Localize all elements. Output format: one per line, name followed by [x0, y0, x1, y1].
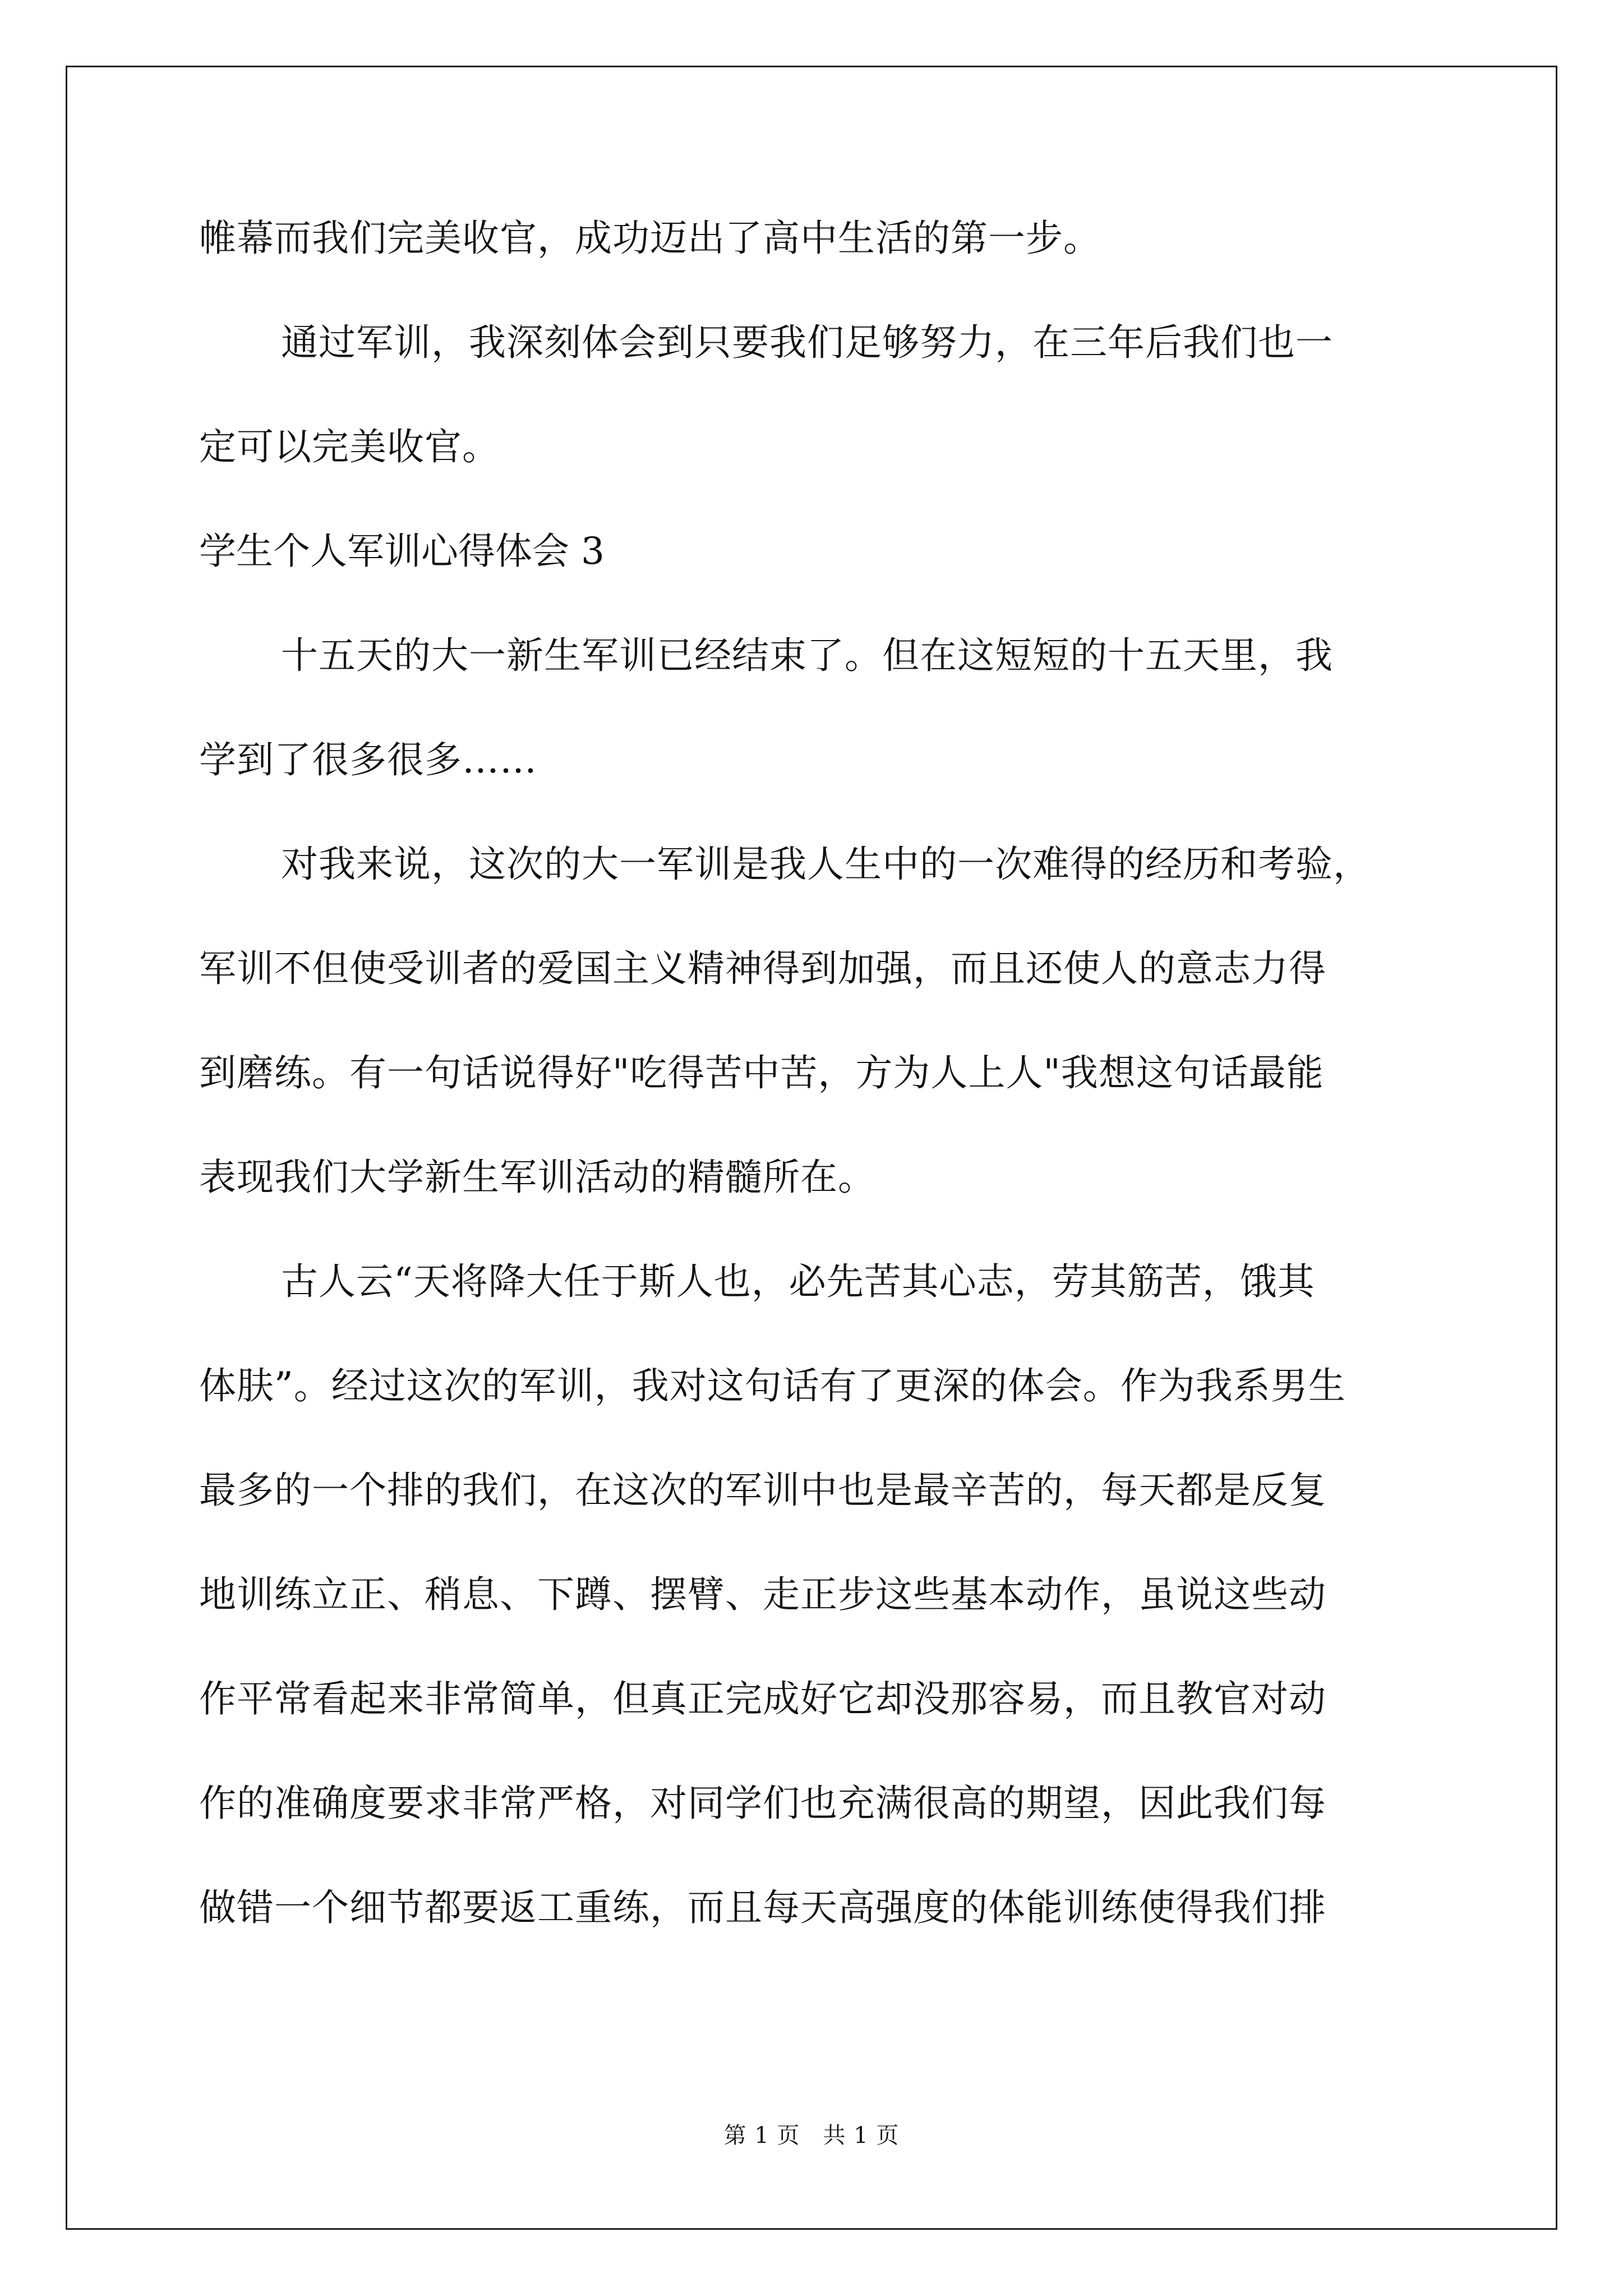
- paragraph-line: 对我来说，这次的大一军训是我人生中的一次难得的经历和考验，: [281, 843, 1371, 886]
- paragraph-line: 做错一个细节都要返工重练，而且每天高强度的体能训练使得我们排: [199, 1886, 1326, 1929]
- paragraph-line: 十五天的大一新生军训已经结束了。但在这短短的十五天里，我: [281, 634, 1333, 677]
- paragraph-line: 到磨练。有一句话说得好"吃得苦中苦，方为人上人"我想这句话最能: [199, 1051, 1324, 1094]
- paragraph-line: 表现我们大学新生军训活动的精髓所在。: [199, 1156, 875, 1199]
- paragraph-line: 军训不但使受训者的爱国主义精神得到加强，而且还使人的意志力得: [199, 947, 1326, 990]
- section-heading: 学生个人军训心得体会 3: [199, 530, 605, 573]
- paragraph-line: 帷幕而我们完美收官，成功迈出了高中生活的第一步。: [199, 217, 1101, 260]
- paragraph-line: 定可以完美收官。: [199, 425, 500, 468]
- paragraph-line: 作的准确度要求非常严格，对同学们也充满很高的期望，因此我们每: [199, 1782, 1326, 1825]
- paragraph-line: 通过军训，我深刻体会到只要我们足够努力，在三年后我们也一: [281, 321, 1333, 364]
- paragraph-line: 最多的一个排的我们，在这次的军训中也是最辛苦的，每天都是反复: [199, 1469, 1326, 1512]
- paragraph-line: 作平常看起来非常简单，但真正完成好它却没那容易，而且教官对动: [199, 1677, 1326, 1720]
- page-number-footer: 第 1 页 共 1 页: [723, 2123, 900, 2148]
- paragraph-line: 学到了很多很多……: [199, 738, 537, 781]
- paragraph-line: 体肤”。经过这次的军训，我对这句话有了更深的体会。作为我系男生: [199, 1364, 1346, 1407]
- paragraph-line: 古人云“天将降大任于斯人也，必先苦其心志，劳其筋苦，饿其: [281, 1260, 1315, 1303]
- paragraph-line: 地训练立正、稍息、下蹲、摆臂、走正步这些基本动作，虽说这些动: [199, 1573, 1326, 1616]
